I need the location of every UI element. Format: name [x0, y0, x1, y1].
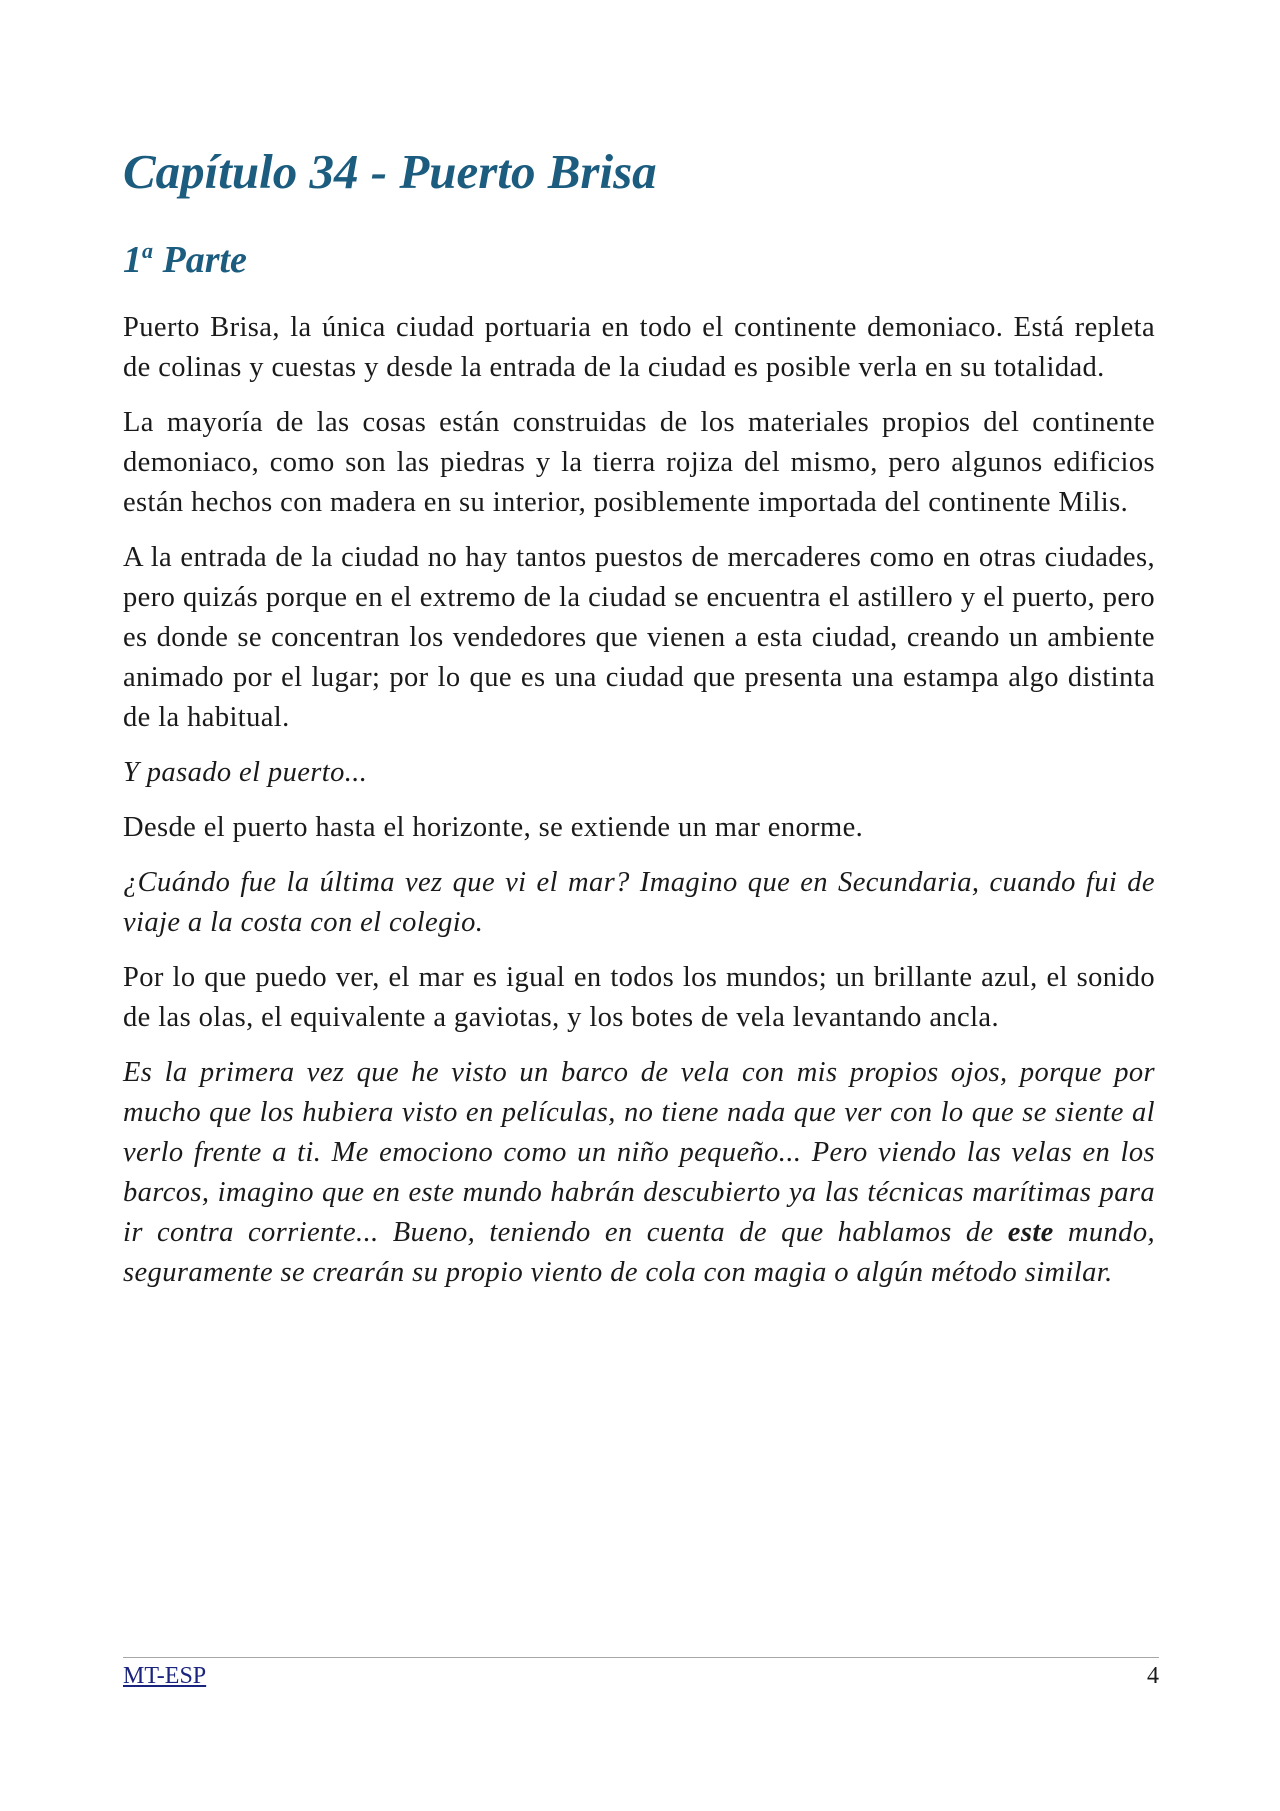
italic-paragraph-last — [123, 1053, 1155, 1293]
section-ordinal: a — [142, 238, 153, 263]
paragraph: Por lo que puedo ver, el mar es igual en todos los mundos; un brillante azul, el sonido de las olas, el equivalente a gaviotas, y los botes de vela levantando ancla. — [123, 962, 1155, 1033]
emphasis-word: este — [1007, 1217, 1054, 1248]
paragraph: Puerto Brisa, la única ciudad portuaria en todo el continente demoniaco. Está repleta de colinas y cuestas y desde la entrada de la ciudad es posible verla en su totalidad. — [123, 312, 1155, 383]
paragraph: Desde el puerto hasta el horizonte, se extiende un mar enorme. — [123, 812, 864, 843]
document-page — [123, 0, 1159, 1811]
section-word: Parte — [153, 239, 247, 281]
footer-divider — [123, 1657, 1159, 1658]
page-number: 4 — [1147, 1663, 1159, 1689]
paragraph-text-after: mundo, seguramente se crearán su propio viento de cola con magia o algún método similar. — [123, 1217, 1155, 1288]
footer-link[interactable]: MT-ESP — [123, 1663, 207, 1689]
chapter-title: Capítulo 34 - Puerto Brisa — [123, 144, 657, 199]
italic-paragraph: Y pasado el puerto... — [123, 757, 368, 788]
paragraph-text-before: Es la primera vez que he visto un barco de vela con mis propios ojos, porque por mucho que los hubiera visto en películas, no tiene nada que ver con lo que se siente al verlo frente a ti. Me emociono como un niño pequeño... Pero viendo las velas en los barcos, imagino que en este mundo habrán descubierto ya las técnicas marítimas para ir contra corriente... Bueno, teniendo en cuenta de que hablamos de — [123, 1057, 1155, 1248]
paragraph: La mayoría de las cosas están construidas de los materiales propios del continente demoniaco, como son las piedras y la tierra rojiza del mismo, pero algunos edificios están hechos con madera en su interior, posiblemente importada del continente Milis. — [123, 407, 1155, 518]
paragraph: A la entrada de la ciudad no hay tantos puestos de mercaderes como en otras ciudades, pero quizás porque en el extremo de la ciudad se encuentra el astillero y el puerto, pero es donde se concentran los vendedores que vienen a esta ciudad, creando un ambiente animado por el lugar; por lo que es una ciudad que presenta una estampa algo distinta de la habitual. — [123, 542, 1155, 733]
italic-paragraph: ¿Cuándo fue la última vez que vi el mar? Imagino que en Secundaria, cuando fui de viaje a la costa con el colegio. — [123, 867, 1155, 938]
body-text — [123, 308, 1155, 1308]
section-number: 1 — [123, 239, 142, 281]
section-title — [123, 236, 247, 284]
